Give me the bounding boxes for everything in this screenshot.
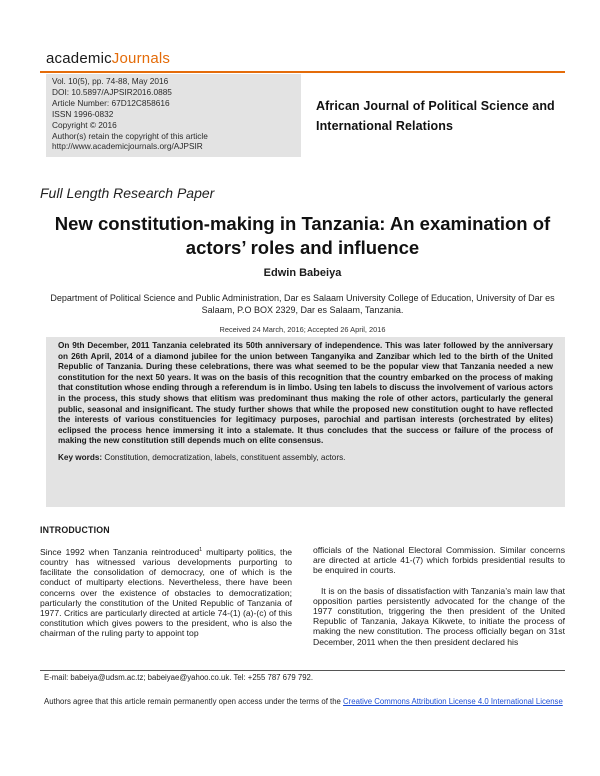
logo-text-academic: academic — [46, 50, 112, 67]
issn-line: ISSN 1996-0832 — [52, 108, 114, 119]
license-link[interactable]: Creative Commons Attribution License 4.0 International License — [343, 697, 563, 706]
article-metadata-box — [46, 74, 301, 157]
introduction-heading: INTRODUCTION — [40, 525, 110, 535]
intro-paragraph-continued: officials of the National Electoral Commission. Similar concerns are directed at article 41-(7) which forbids presidential results to be enquired in courts. — [313, 545, 565, 576]
intro-paragraph-1 — [40, 545, 292, 639]
journal-title-box — [306, 74, 566, 157]
keywords-text: Constitution, democratization, labels, constituent assembly, actors. — [104, 452, 346, 462]
copyright-notice-line: Author(s) retain the copyright of this article — [52, 130, 208, 141]
author-affiliation: Department of Political Science and Public Administration, Dar es Salaam University College of Education, University of Dar es Salaam, P.O BOX 2329, Dar es Salaam, Tanzania. — [50, 293, 555, 315]
license-notice — [44, 697, 564, 707]
article-title: New constitution-making in Tanzania: An examination of actors’ roles and influence — [54, 213, 551, 258]
journal-title: African Journal of Political Science and International Relations — [316, 98, 555, 133]
header-divider — [40, 71, 565, 73]
intro-para1-start: Since 1992 when Tanzania reintroduced — [40, 546, 200, 557]
journal-url-link[interactable]: http://www.academicjournals.org/AJPSIR — [52, 141, 203, 152]
abstract-text: On 9th December, 2011 Tanzania celebrated its 50th anniversary of independence. This was later followed by the anniversary on 26th April, 2014 of a diamond jubilee for the union between Tanganyika and Zanzibar which led to the birth of the United Republic of Tanzania. During these celebrations, there was what seemed to be the popular view that Tanzania needed a new constitution for the next 50 years. It was on the basis of this recognition that the country embarked on the process of making that constitution whose ending through a referendum is in limbo. Using ten labels to discuss the involvement of various actors in the process, this study shows that elitism was predominant thus making the role of other actors, particularly the general public, seasonal and insignificant. The study further shows that while the proposed new constitution ought to have reflected the interests of various constituencies for legitimacy purposes, parochial and partisan interests (orchestrated by elites) eclipsed the process hence immersing it into a stalemate. It thus concludes that the success or failure of the process of making the new constitution still depends much on elite consensus. — [58, 341, 553, 446]
author-name: Edwin Babeiya — [263, 267, 342, 279]
footnote-marker: 1 — [199, 547, 203, 553]
received-dates: Received 24 March, 2016; Accepted 26 April, 2016 — [219, 325, 386, 334]
license-text: Authors agree that this article remain permanently open access under the terms of the — [44, 697, 344, 706]
footer-divider — [40, 670, 565, 671]
abstract-box — [46, 337, 565, 507]
publisher-logo — [46, 50, 170, 67]
article-number-line: Article Number: 67D12C858616 — [52, 97, 170, 108]
doi-line: DOI: 10.5897/AJPSIR2016.0885 — [52, 86, 172, 97]
body-column-left — [40, 545, 292, 639]
volume-line: Vol. 10(5), pp. 74-88, May 2016 — [52, 76, 169, 86]
intro-para1-rest: multiparty politics, the country has witnessed various developments purporting to facilitate the consolidation of democracy, one of which is the conduct of multiparty elections. Nevertheless, there have been concerns over the existence of obstacles to democratization; particularly the constitution of the United Republic of Tanzania of 1977. Critics are particularly directed at article 74-(1) (a)-(c) of this constitution which gives powers to the president, who is also the chairman of the ruling party to appoint top — [40, 546, 292, 639]
author-email: E-mail: babeiya@udsm.ac.tz; babeiyae@yahoo.co.uk. Tel: +255 787 679 792. — [44, 673, 314, 682]
keywords-line — [58, 453, 553, 464]
paper-type: Full Length Research Paper — [40, 185, 215, 201]
copyright-line: Copyright © 2016 — [52, 119, 117, 130]
body-column-right — [313, 545, 565, 647]
keywords-label: Key words: — [58, 452, 103, 462]
logo-text-journals: Journals — [111, 50, 171, 67]
intro-paragraph-2: It is on the basis of dissatisfaction with Tanzania’s main law that opposition parties persistently advocated for the change of the 1977 constitution, triggering the then president of the United Republic of Tanzania, Jakaya Kikwete, to initiate the process of making the new constitution. The process officially began on 31st December, 2011 when the then president declared his — [313, 585, 565, 647]
